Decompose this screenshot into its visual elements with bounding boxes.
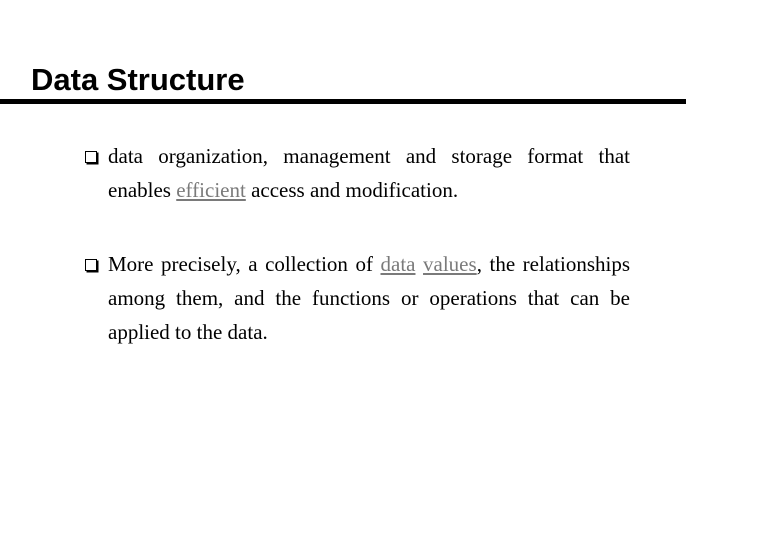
title-divider	[0, 99, 686, 104]
square-bullet-icon	[85, 259, 97, 271]
bullet-text-start: data organization, management and storage format that enables	[108, 144, 630, 202]
bullet-text-end: , the relationships among them, and the functions or operations that can be applied to the data.	[108, 252, 630, 344]
link-values[interactable]: values	[423, 252, 477, 276]
square-bullet-icon	[85, 151, 97, 163]
bullet-text	[108, 247, 630, 349]
bullet-item-precise-definition	[85, 247, 630, 349]
bullet-text	[108, 139, 630, 207]
link-data[interactable]: data	[380, 252, 416, 276]
bullet-text-start: More precisely, a collection of	[108, 252, 381, 276]
bullet-item-definition	[85, 139, 630, 207]
bullet-text-middle	[415, 252, 423, 276]
slide-title: Data Structure	[31, 62, 245, 97]
bullet-text-end: access and modification.	[245, 178, 459, 202]
link-efficient[interactable]: efficient	[176, 178, 246, 202]
